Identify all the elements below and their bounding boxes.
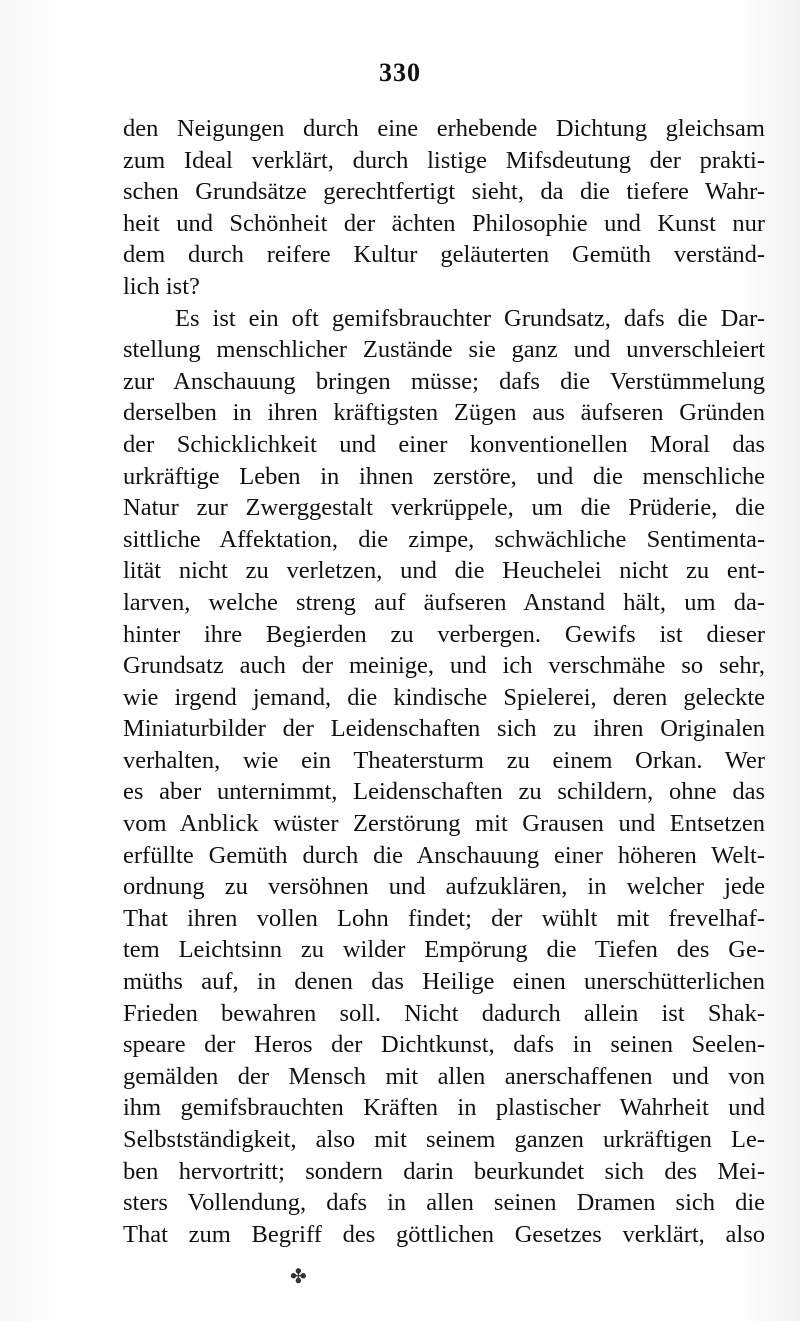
text-line: Natur zur Zwerggestalt verkrüppele, um die Prüderie, die <box>123 494 765 522</box>
text-line: urkräftige Leben in ihnen zerstöre, und die menschliche <box>123 462 765 490</box>
text-line: dem durch reifere Kultur geläuterten Gemüth verständ- <box>123 241 765 269</box>
text-line: sters Vollendung, dafs in allen seinen Dramen sich die <box>123 1189 765 1217</box>
text-line: Grundsatz auch der meinige, und ich verschmähe so sehr, <box>123 652 765 680</box>
text-line: lich ist? <box>123 272 200 300</box>
text-line: vom Anblick wüster Zerstörung mit Grausen und Entsetzen <box>123 810 765 838</box>
body-text <box>123 113 765 1250</box>
text-line: derselben in ihren kräftigsten Zügen aus äufseren Gründen <box>123 399 765 427</box>
text-line: zur Anschauung bringen müsse; dafs die Verstümmelung <box>123 367 765 395</box>
text-line: schen Grundsätze gerechtfertigt sieht, da die tiefere Wahr- <box>123 178 765 206</box>
text-line: That ihren vollen Lohn findet; der wühlt mit frevelhaf- <box>123 904 765 932</box>
text-line: ihm gemifsbrauchten Kräften in plastischer Wahrheit und <box>123 1094 765 1122</box>
text-line: zum Ideal verklärt, durch listige Mifsdeutung der prakti- <box>123 146 765 174</box>
text-line: lität nicht zu verletzen, und die Heuchelei nicht zu ent- <box>123 557 765 585</box>
text-line: sittliche Affektation, die zimpe, schwächliche Sentimenta- <box>123 525 765 553</box>
text-line: speare der Heros der Dichtkunst, dafs in seinen Seelen- <box>123 1031 765 1059</box>
paragraph-start-line: Es ist ein oft gemifsbrauchter Grundsatz, dafs die Dar- <box>175 304 765 332</box>
page-number: 330 <box>379 58 421 87</box>
text-line: stellung menschlicher Zustände sie ganz und unverschleiert <box>123 336 765 364</box>
text-line: larven, welche streng auf äufseren Anstand hält, um da- <box>123 588 765 616</box>
text-line: Miniaturbilder der Leidenschaften sich zu ihren Originalen <box>123 715 765 743</box>
text-line: verhalten, wie ein Theatersturm zu einem Orkan. Wer <box>123 746 765 774</box>
text-line: hinter ihre Begierden zu verbergen. Gewifs ist dieser <box>123 620 765 648</box>
text-line: tem Leichtsinn zu wilder Empörung die Tiefen des Ge- <box>123 936 765 964</box>
text-line: heit und Schönheit der ächten Philosophie und Kunst nur <box>123 209 765 237</box>
text-line: gemälden der Mensch mit allen anerschaffenen und von <box>123 1062 765 1090</box>
text-line: That zum Begriff des göttlichen Gesetzes verklärt, also <box>123 1220 765 1248</box>
printer-ornament-icon: ✤ <box>290 1264 307 1288</box>
text-line: der Schicklichkeit und einer konventionellen Moral das <box>123 430 765 458</box>
text-line: ben hervortritt; sondern darin beurkundet sich des Mei- <box>123 1157 765 1185</box>
text-line: Selbstständigkeit, also mit seinem ganzen urkräftigen Le- <box>123 1126 765 1153</box>
text-line: Frieden bewahren soll. Nicht dadurch allein ist Shak- <box>123 999 765 1027</box>
text-line: erfüllte Gemüth durch die Anschauung einer höheren Welt- <box>123 841 765 869</box>
text-line: wie irgend jemand, die kindische Spielerei, deren geleckte <box>123 683 765 711</box>
text-line: es aber unternimmt, Leidenschaften zu schildern, ohne das <box>123 778 765 806</box>
text-line: müths auf, in denen das Heilige einen unerschütterlichen <box>123 968 765 996</box>
text-line: den Neigungen durch eine erhebende Dichtung gleichsam <box>123 115 765 142</box>
text-line: ordnung zu versöhnen und aufzuklären, in welcher jede <box>123 873 765 901</box>
